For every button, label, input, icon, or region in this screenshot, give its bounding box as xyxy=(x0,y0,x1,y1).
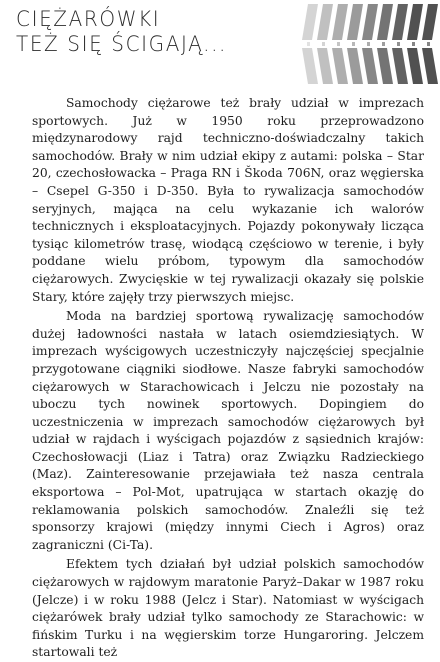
tread-block xyxy=(347,4,363,40)
tread-sipe xyxy=(427,42,430,46)
tyre-tread-icon xyxy=(300,0,440,88)
tread-block xyxy=(302,48,318,84)
tread-sipe xyxy=(307,42,310,46)
tread-block xyxy=(362,4,378,40)
tread-block xyxy=(422,48,438,84)
tread-sipe xyxy=(382,42,385,46)
tread-sipe xyxy=(412,42,415,46)
page-title-line-2: TEŻ SIĘ ŚCIGAJĄ... xyxy=(16,31,227,57)
tread-block xyxy=(422,4,438,40)
tread-block xyxy=(317,4,333,40)
paragraph-3: Efektem tych działań był udział polskich samochodów ciężarowych w rajdowym maratonie Paryż–Dakar w 1987 roku (Jelcze) i w roku 1988 (Jelcz i Star). Natomiast w wyścigach ciężarówek brały udział tylko samochody ze Starachowic: w fińskim Turku i na węgierskim torze Hungaroring. Jelczem startowali też xyxy=(32,557,424,660)
paragraph-2: Moda na bardziej sportową rywalizację samochodów dużej ładowności nastała w latach osiemdziesiątych. W imprezach wyścigowych uczestniczyły najczęściej specjalnie przygotowane ciągniki siodłowe. Nasze fabryki samochodów ciężarowych w Starachowicach i Jelczu nie pozostały na uboczu tych nowinek sportowych. Dopingiem do uczestniczenia w imprezach samochodów ciężarowych był udział w rajdach i wyścigach pojazdów z sąsiednich krajów: Czechosłowacji (Liaz i Tatra) oraz Związku Radzieckiego (Maz). Zainteresowanie przejawiała też nasza centrala eksportowa – Pol-Mot, upatrująca w startach okazję do reklamowania polskich samochodów. Znaleźli się też sponsorzy krajowi (między innymi Ciech i Agros) oraz zagraniczni (Ci-Ta). xyxy=(32,309,424,552)
tread-block xyxy=(347,48,363,84)
tread-sipe xyxy=(367,42,370,46)
tread-block xyxy=(332,4,348,40)
tread-sipe xyxy=(397,42,400,46)
tread-block xyxy=(332,48,348,84)
tread-sipe xyxy=(337,42,340,46)
page-title-line-1: CIĘŻARÓWKI xyxy=(16,6,161,32)
tread-block xyxy=(302,4,318,40)
tread-sipe xyxy=(352,42,355,46)
tread-sipe xyxy=(322,42,325,46)
article-body xyxy=(32,95,424,662)
paragraph-1: Samochody ciężarowe też brały udział w imprezach sportowych. Już w 1950 roku przeprowadzono międzynarodowy rajd techniczno-doświadczalny takich samochodów. Brały w nim udział ekipy z autami: polska – Star 20, czechosłowacka – Praga RN i Škoda 706N, oraz węgierska – Csepel G-350 i D-350. Była to rywalizacja samochodów seryjnych, mająca na celu wykazanie ich walorów technicznych i eksploatacyjnych. Pojazdy pokonywały licząca tysiąc kilometrów trasę, wiodącą częściowo w terenie, i były poddane wielu próbom, typowym dla samochodów ciężarowych. Zwycięskie w tej rywalizacji okazały się polskie Stary, które zajęły trzy pierwszych miejsc. xyxy=(32,96,424,304)
tread-block xyxy=(317,48,333,84)
page-title xyxy=(16,6,336,56)
tread-block xyxy=(392,48,408,84)
tread-block xyxy=(377,48,393,84)
tread-block xyxy=(362,48,378,84)
tread-block xyxy=(377,4,393,40)
tread-block xyxy=(407,48,423,84)
tread-block xyxy=(392,4,408,40)
tread-block xyxy=(407,4,423,40)
